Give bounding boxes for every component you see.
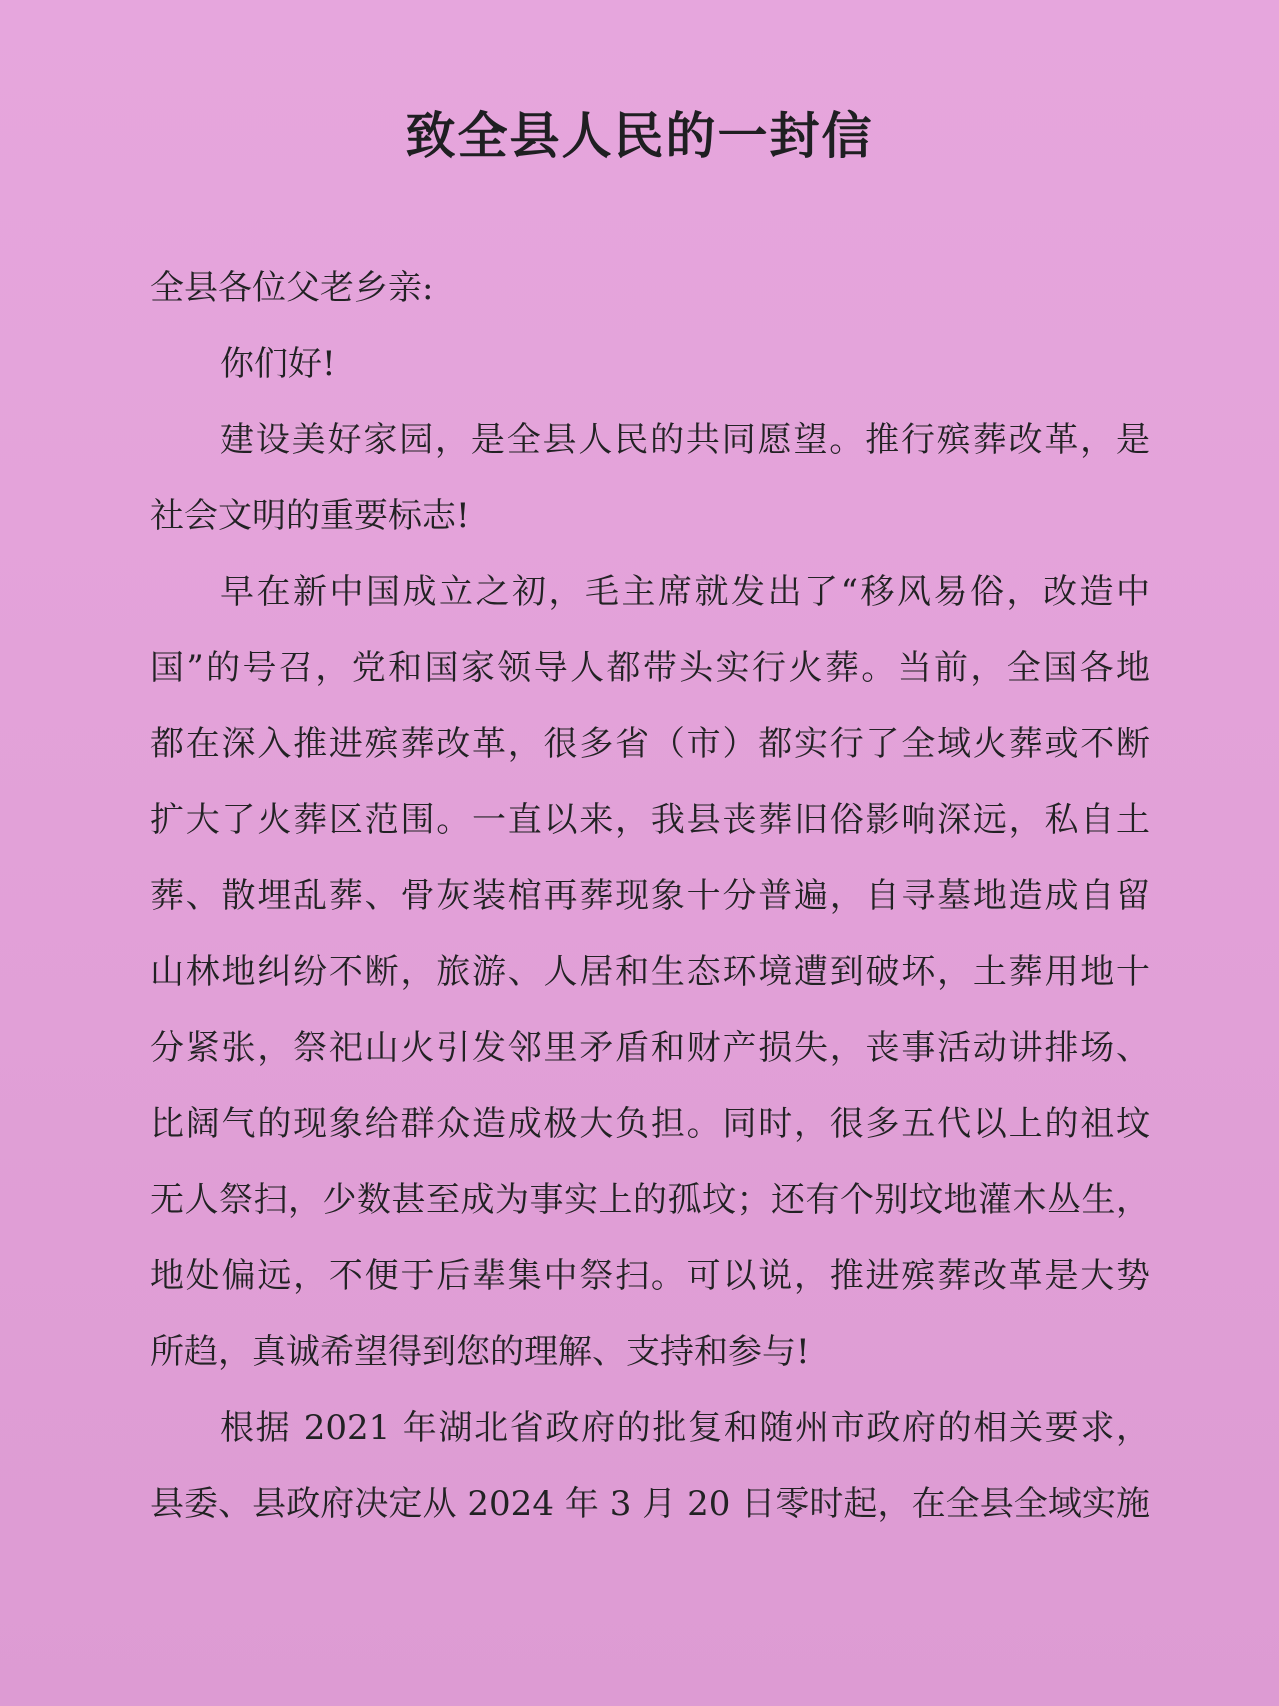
body-line: 根据 2021 年湖北省政府的批复和随州市政府的相关要求，	[220, 1408, 1150, 1448]
body-line: 葬、散埋乱葬、骨灰装棺再葬现象十分普遍，自寻墓地造成自留	[150, 876, 1150, 916]
body-line: 无人祭扫，少数甚至成为事实上的孤坟；还有个别坟地灌木丛生，	[150, 1180, 1150, 1220]
body-line: 国”的号召，党和国家领导人都带头实行火葬。当前，全国各地	[150, 648, 1150, 688]
body-line: 比阔气的现象给群众造成极大负担。同时，很多五代以上的祖坟	[150, 1104, 1150, 1144]
body-line: 早在新中国成立之初，毛主席就发出了“移风易俗，改造中	[220, 572, 1150, 612]
body-line: 都在深入推进殡葬改革，很多省（市）都实行了全域火葬或不断	[150, 724, 1150, 764]
body-line: 建设美好家园，是全县人民的共同愿望。推行殡葬改革，是	[220, 420, 1150, 460]
body-line: 地处偏远，不便于后辈集中祭扫。可以说，推进殡葬改革是大势	[150, 1256, 1150, 1296]
letter-title: 致全县人民的一封信	[405, 106, 874, 165]
body-line: 分紧张，祭祀山火引发邻里矛盾和财产损失，丧事活动讲排场、	[150, 1028, 1150, 1068]
body-line: 扩大了火葬区范围。一直以来，我县丧葬旧俗影响深远，私自土	[150, 800, 1150, 840]
body-line: 所趋，真诚希望得到您的理解、支持和参与!	[150, 1332, 810, 1372]
greeting-line: 你们好!	[220, 344, 336, 384]
body-line: 社会文明的重要标志!	[150, 496, 470, 536]
salutation-line: 全县各位父老乡亲:	[150, 268, 434, 308]
body-line: 县委、县政府决定从 2024 年 3 月 20 日零时起，在全县全域实施	[150, 1484, 1150, 1524]
letter-body	[150, 262, 1150, 1554]
body-line: 山林地纠纷不断，旅游、人居和生态环境遭到破坏，土葬用地十	[150, 952, 1150, 992]
